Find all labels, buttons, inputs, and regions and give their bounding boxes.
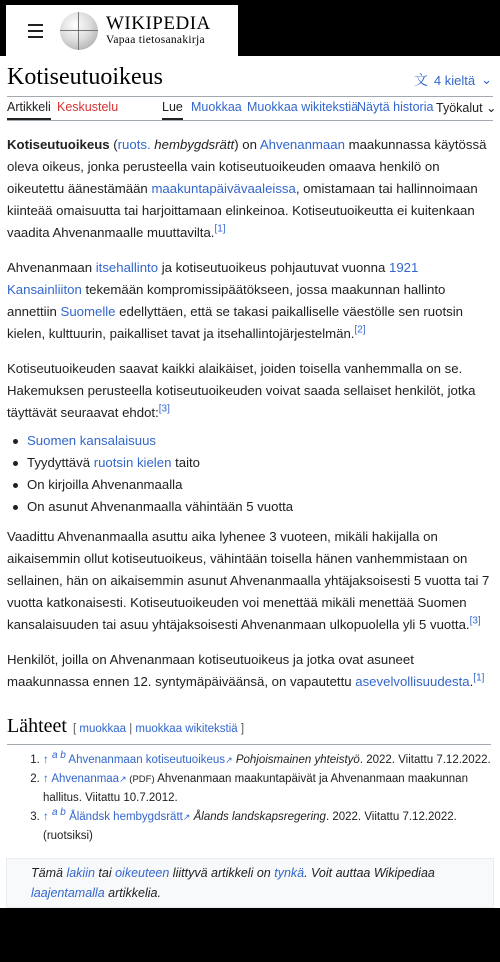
tab-edit-source[interactable]: Muokkaa wikitekstiä [247,100,359,114]
list-item: On kirjoilla Ahvenanmaalla [27,474,491,496]
tab-talk[interactable]: Keskustelu [57,100,119,114]
tab-history[interactable]: Näytä historia [357,100,434,114]
wordmark-title: WIKIPEDIA [106,13,211,35]
paragraph-conditions: Kotiseutuoikeuden saavat kaikki alaikäiset, joiden toisella vanhemmalla on se. Hakemuksen perusteella kotiseutuoikeuden voivat saada sellaiset henkilöt, jotka täyttävät seuraavat ehdot:[3] [7,361,476,420]
link-ruots[interactable]: ruots. [117,137,151,152]
ref-link[interactable]: [3] [158,403,170,415]
stub-link-lakiin[interactable]: lakiin [66,866,95,880]
main-menu-button[interactable] [28,16,58,46]
tab-read[interactable]: Lue [162,100,183,120]
external-link-icon: ↗ [182,812,191,822]
link-itsehallinto[interactable]: itsehallinto [95,260,159,275]
paragraph-requirements: Vaadittu Ahvenanmaalla asuttu aika lyhenee 3 vuoteen, mikäli hakijalla on aikaisemmin ollut kotiseutuoikeus, vähintään toisella hänen vanhemmistaan on sellainen, hän on aikaisemmin asunut Ahvenanmaalla yhtäjaksoisesti 5 vuotta tai 7 vuotta katkonaisesti. Kotiseutuoikeuden voi menettää mikäli menettää Suomen kansalaisuuden tai asuu yhtäjaksoisesti Ahvenanmaan ulkopuolella yli 5 vuotta.[3] [7,529,490,632]
external-link-icon: ↗ [225,755,233,765]
wordmark-subtitle: Vapaa tietosanakirja [106,34,205,47]
translate-icon: 文 [413,72,428,88]
page [0,56,500,908]
stub-link-tynka[interactable]: tynkä [274,866,305,880]
chevron-down-icon: ⌄ [481,72,492,87]
backlink-arrow[interactable]: ↑ [43,754,49,766]
reference-item: 3. ↑ $^{a b}$ Åländsk hembygdsrätt↗ Ålands landskapsregering. 2022. Viitattu 7.12.2022. (ruotsiksi) [43,808,491,846]
ref-link[interactable]: [2] [354,324,366,336]
link-suomelle[interactable]: Suomelle [60,304,116,319]
backlink-b[interactable]: b [60,750,66,762]
title-row [7,64,497,94]
link-kansainliitto[interactable]: 1921 Kansainliiton [7,260,419,297]
link-ruotsin-kielen[interactable]: ruotsin kielen [93,455,172,470]
divider [7,96,493,97]
tab-article[interactable]: Artikkeli [7,100,51,120]
list-item: Tyydyttävä ruotsin kielen taito [27,452,491,474]
wikipedia-globe-logo[interactable] [60,12,98,50]
reference-link[interactable]: Ahvenanmaa [51,773,120,785]
section-edit-source-link[interactable]: muokkaa wikitekstiä [135,723,238,735]
section-edit-link[interactable]: muokkaa [79,723,127,735]
section-edit-links: [ muokkaa | muokkaa wikitekstiä ] [72,723,245,735]
paragraph-military: Henkilöt, joilla on Ahvenanmaan kotiseutuoikeus ja jotka ovat asuneet maakunnassa ennen 12. syntymäpäiväänsä, on vapautettu asevelvollisuudesta.[1] [7,652,485,689]
language-count: 4 kieltä [433,72,476,88]
backlink-b[interactable]: b [60,807,66,819]
paragraph-intro: Kotiseutuoikeus (ruots. hembygdsrätt) on Ahvenanmaan maakunnassa käytössä oleva oikeus, jonka perusteella vain kotiseutuoikeuden omaava henkilö on oikeutettu äänestämään maakuntapäivävaaleissa, omistamaan tai hallinnoimaan kiinteää omaisuutta tai harjoittamaan elinkeinoa. Kotiseutuoikeutta ei kuitenkaan vaadita Ahvenanmaalle muuttavilta.[1] [7,137,487,240]
chevron-down-icon: ⌄ [486,101,497,115]
backlink-arrow[interactable]: ↑ [43,773,49,785]
backlink-a[interactable]: a [51,750,58,762]
external-link-icon: ↗ [119,774,127,784]
references-list [43,751,491,846]
article-content [7,134,491,908]
ref-link[interactable]: [1] [214,223,226,235]
bottom-bar [0,908,500,962]
link-maakuntapaivavaalit[interactable]: maakuntapäivävaaleissa [151,181,296,196]
stub-link-laajentamalla[interactable]: laajentamalla [31,886,105,900]
language-button[interactable] [414,70,492,90]
ref-link[interactable]: [1] [473,672,485,684]
list-item: On asunut Ahvenanmaalla vähintään 5 vuotta [27,496,491,518]
list-item [27,430,491,452]
backlink-a[interactable]: a [51,807,58,819]
conditions-list [27,430,491,518]
stub-link-oikeuteen[interactable]: oikeuteen [115,866,170,880]
divider [7,744,491,745]
link-ahvenanmaan[interactable]: Ahvenanmaan [259,137,345,152]
link-suomen-kansalaisuus[interactable]: Suomen kansalaisuus [27,433,157,448]
stub-notice: Tämä lakiin tai oikeuteen liittyvä artikkeli on tynkä. Voit auttaa Wikipediaa laajentamalla artikkelia. [6,858,494,908]
paragraph-history: Ahvenanmaan itsehallinto ja kotiseutuoikeus pohjautuvat vuonna 1921 Kansainliiton tekemään kompromissipäätökseen, jossa maakunnan hallinto annettiin Suomelle edellyttäen, että se takasi paikalliselle väestölle sen ruotsin kielen, kulttuurin, paikalliset tavat ja itsehallintojärjestelmän.[2] [7,260,463,341]
hamburger-icon [28,24,43,26]
link-asevelvollisuus[interactable]: asevelvollisuudesta [355,674,470,689]
reference-link[interactable]: Ahvenanmaan kotiseutuoikeus [68,754,226,766]
page-title: Kotiseutuoikeus [7,64,163,90]
site-header [6,5,238,56]
section-heading-sources: Lähteet [ muokkaa | muokkaa wikitekstiä ] [7,715,245,737]
reference-item: 2. ↑ Ahvenanmaa↗ (PDF) Ahvenanmaan maakuntapäivät ja Ahvenanmaan maakunnan hallitus. Viitattu 10.7.2012. [43,770,491,808]
wikipedia-wordmark[interactable] [106,14,211,47]
tab-edit[interactable]: Muokkaa [191,100,242,114]
backlink-arrow[interactable]: ↑ [43,811,49,823]
tools-menu[interactable]: Työkalut ⌄ [436,101,497,115]
reference-link[interactable]: Åländsk hembygdsrätt [69,811,183,823]
ref-link[interactable]: [3] [469,615,481,627]
top-bar [0,0,500,56]
divider [7,120,493,121]
reference-item: 1. ↑ $^{a b}$ Ahvenanmaan kotiseutuoikeus↗ Pohjoismainen yhteistyö. 2022. Viitattu 7.12.2022. [43,751,491,770]
